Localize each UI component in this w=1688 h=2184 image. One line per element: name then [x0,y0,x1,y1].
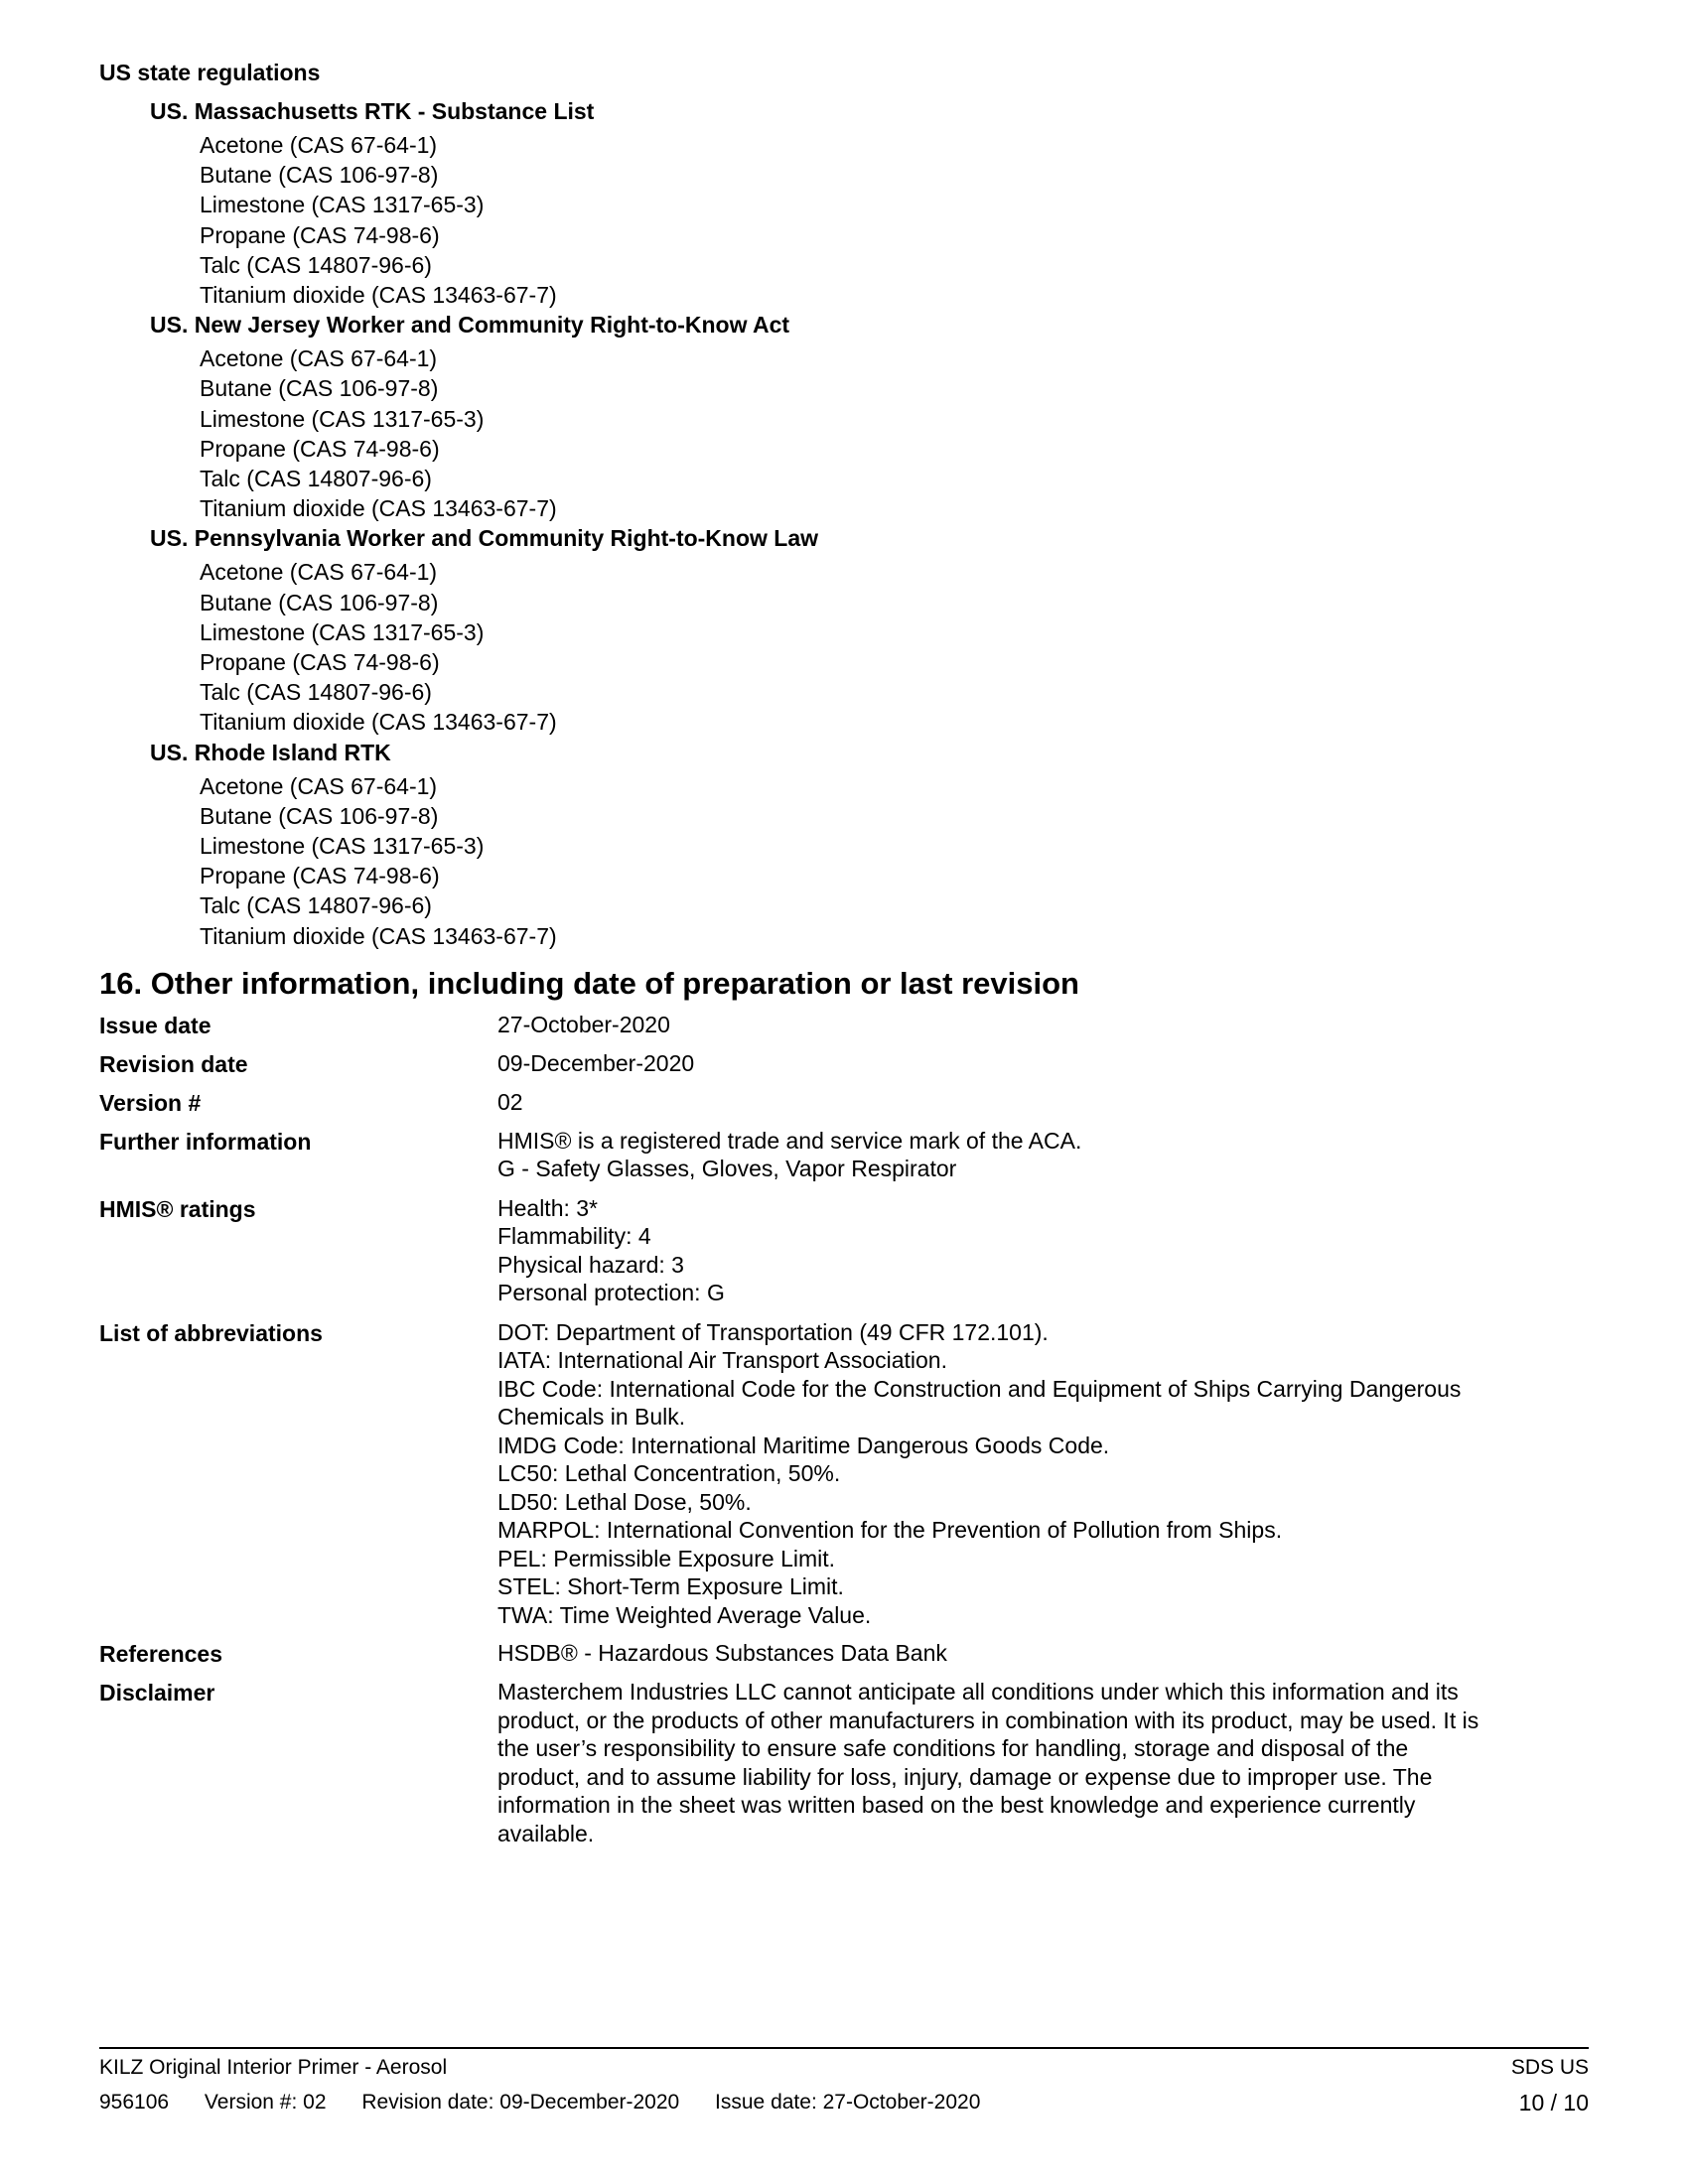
value-line: STEL: Short-Term Exposure Limit. [497,1573,844,1600]
field-value: 02 [497,1088,523,1115]
chemical-item: Titanium dioxide (CAS 13463-67-7) [200,495,557,522]
regulation-title: US. Massachusetts RTK - Substance List [150,98,595,124]
value-line: PEL: Permissible Exposure Limit. [497,1545,836,1571]
field-label: Issue date [99,1012,211,1038]
field-label: Version # [99,1089,202,1116]
chemical-item: Titanium dioxide (CAS 13463-67-7) [200,282,557,309]
chemical-list [200,771,1589,951]
chemical-item: Limestone (CAS 1317-65-3) [200,405,485,432]
field-label: Disclaimer [99,1680,215,1706]
value-line: HMIS® is a registered trade and service mark of the ACA. [497,1127,1082,1154]
footer-version: Version #: 02 [204,2091,327,2114]
value-line: Masterchem Industries LLC cannot anticipate all conditions under which this information and its [497,1679,1459,1706]
field-value: HSDB® - Hazardous Substances Data Bank [497,1640,947,1667]
regulation-group-rhode-island [99,738,1589,951]
value-line: the user’s responsibility to ensure safe conditions for handling, storage and disposal of the [497,1735,1409,1762]
chemical-item: Propane (CAS 74-98-6) [200,649,440,676]
value-line: IMDG Code: International Maritime Dangerous Goods Code. [497,1432,1110,1458]
page-number: 10 / 10 [1518,2090,1589,2116]
chemical-item: Talc (CAS 14807-96-6) [200,251,432,278]
regulation-title: US. Rhode Island RTK [150,739,391,765]
chemical-item: Butane (CAS 106-97-8) [200,375,439,402]
chemical-item: Propane (CAS 74-98-6) [200,863,440,889]
value-line: available. [497,1820,595,1846]
disclaimer-row [99,1678,1589,1847]
field-value [497,1678,1580,1847]
regulation-group-massachusetts [99,96,1589,310]
value-line: Physical hazard: 3 [497,1251,684,1278]
field-label: References [99,1641,223,1668]
item-number: 956106 [99,2091,170,2114]
chemical-item: Talc (CAS 14807-96-6) [200,679,432,706]
value-line: MARPOL: International Convention for the Prevention of Pollution from Ships. [497,1517,1283,1544]
value-line: product, and to assume liability for loss, injury, damage or expense due to improper use. The [497,1763,1433,1790]
chemical-item: Titanium dioxide (CAS 13463-67-7) [200,922,557,949]
chemical-item: Acetone (CAS 67-64-1) [200,772,438,799]
field-label: List of abbreviations [99,1319,323,1346]
value-line: LD50: Lethal Dose, 50%. [497,1488,752,1515]
value-line: LC50: Lethal Concentration, 50%. [497,1460,841,1487]
chemical-list [200,130,1589,310]
footer-issue-date: Issue date: 27-October-2020 [715,2091,981,2114]
chemical-item: Propane (CAS 74-98-6) [200,435,440,462]
page-footer [99,2047,1589,2116]
chemical-item: Talc (CAS 14807-96-6) [200,466,432,492]
document-type: SDS US [1510,2056,1589,2079]
chemical-item: Talc (CAS 14807-96-6) [200,892,432,919]
issue-date-row [99,1011,1589,1040]
version-row [99,1088,1589,1118]
regulation-group-new-jersey [99,310,1589,523]
chemical-item: Limestone (CAS 1317-65-3) [200,833,485,860]
chemical-item: Butane (CAS 106-97-8) [200,589,439,615]
field-value [497,1127,1580,1183]
further-information-row [99,1127,1589,1183]
regulation-group-pennsylvania [99,523,1589,737]
field-value: 09-December-2020 [497,1049,695,1076]
revision-date-row [99,1049,1589,1079]
chemical-item: Limestone (CAS 1317-65-3) [200,192,485,218]
value-line: product, or the products of other manufacturers in combination with its product, may be used. It is [497,1706,1479,1733]
chemical-item: Butane (CAS 106-97-8) [200,802,439,829]
field-value [497,1318,1580,1630]
chemical-item: Limestone (CAS 1317-65-3) [200,618,485,645]
chemical-item: Butane (CAS 106-97-8) [200,162,439,189]
value-line: DOT: Department of Transportation (49 CFR 172.101). [497,1318,1049,1345]
field-value: 27-October-2020 [497,1011,670,1037]
document-page [99,58,1589,1847]
value-line: IATA: International Air Transport Association. [497,1347,947,1374]
chemical-list [200,343,1589,523]
footer-bottom-row [99,2089,1589,2116]
regulation-title: US. Pennsylvania Worker and Community Right-to-Know Law [150,525,819,552]
hmis-ratings-row [99,1194,1589,1307]
value-line: TWA: Time Weighted Average Value. [497,1601,872,1628]
field-label: Further information [99,1128,312,1155]
chemical-item: Acetone (CAS 67-64-1) [200,345,438,372]
references-row [99,1639,1589,1669]
value-line: Personal protection: G [497,1280,725,1306]
footer-revision-date: Revision date: 09-December-2020 [361,2091,680,2114]
chemical-item: Acetone (CAS 67-64-1) [200,132,438,158]
abbreviations-row [99,1318,1589,1630]
footer-meta [99,2089,1010,2116]
value-line: Flammability: 4 [497,1223,651,1250]
field-value [497,1194,1580,1307]
value-line: IBC Code: International Code for the Construction and Equipment of Ships Carrying Dangerous [497,1375,1462,1402]
value-line: Health: 3* [497,1194,599,1221]
chemical-list [200,557,1589,737]
footer-top-row [99,2055,1589,2081]
value-line: information in the sheet was written based on the best knowledge and experience currently [497,1792,1416,1819]
value-line: G - Safety Glasses, Gloves, Vapor Respirator [497,1156,957,1182]
regulation-title: US. New Jersey Worker and Community Right-to-Know Act [150,312,790,339]
product-name: KILZ Original Interior Primer - Aerosol [99,2056,448,2079]
value-line: Chemicals in Bulk. [497,1404,686,1431]
chemical-item: Propane (CAS 74-98-6) [200,221,440,248]
section-16-title: 16. Other information, including date of preparation or last revision [99,965,1079,1001]
chemical-item: Acetone (CAS 67-64-1) [200,559,438,586]
state-regulations-heading: US state regulations [99,60,321,85]
field-label: Revision date [99,1050,248,1077]
field-label: HMIS® ratings [99,1195,256,1222]
chemical-item: Titanium dioxide (CAS 13463-67-7) [200,709,557,736]
